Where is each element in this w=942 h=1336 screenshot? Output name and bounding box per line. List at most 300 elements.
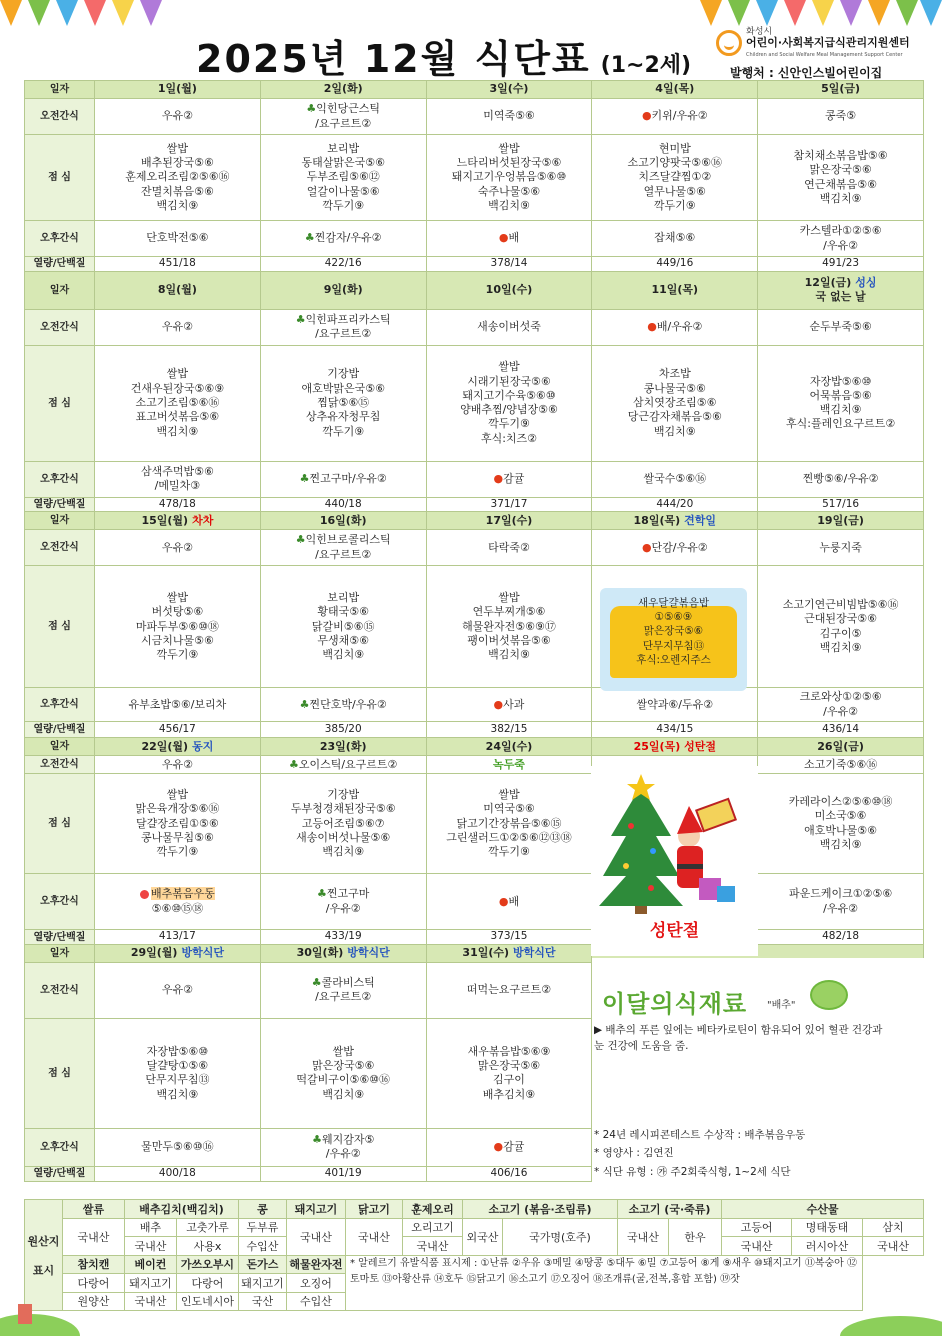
kcal-protein: 456/17 — [95, 722, 261, 738]
lunch-menu — [758, 566, 924, 688]
menu-line: 후식:치즈② — [480, 431, 538, 445]
menu-line: 백김치⑨ — [322, 648, 365, 662]
tree-icon: ♣ — [295, 312, 306, 326]
pm-snack — [95, 688, 261, 722]
origin-cell: 국내산 — [287, 1218, 346, 1255]
pm-snack — [260, 461, 426, 497]
menu-line: 김구이 — [493, 1073, 525, 1087]
origin-cell: 수입산 — [287, 1292, 346, 1311]
pm-snack — [260, 688, 426, 722]
menu-line: 삼치엿장조림⑤⑥ — [633, 395, 717, 409]
menu-line: ⑤⑥⑩⑮⑱ — [151, 901, 204, 915]
row-label: 오후간식 — [25, 688, 95, 722]
lunch-menu — [426, 566, 592, 688]
menu-row-date — [25, 512, 924, 530]
row-label: 열량/단백질 — [25, 722, 95, 738]
bus-lunch-menu — [600, 596, 747, 667]
menu-line: 백김치⑨ — [819, 641, 862, 655]
origin-cell: 사용x — [177, 1237, 239, 1256]
menu-line: 쌀밥 — [166, 141, 189, 155]
day-date: 16일(화) — [319, 513, 367, 527]
kcal-protein: 449/16 — [592, 257, 758, 272]
bunting-flag — [56, 0, 78, 26]
apple-icon: ● — [493, 471, 504, 485]
menu-line: 황태국⑤⑥ — [317, 605, 369, 619]
pm-snack — [758, 461, 924, 497]
day-header — [592, 271, 758, 309]
kcal-protein: 371/17 — [426, 497, 592, 512]
menu-line: /우유② — [823, 901, 858, 915]
menu-line: 기장밥 — [327, 788, 360, 802]
tree-icon: ♣ — [299, 471, 310, 485]
menu-line: 깍두기⑨ — [653, 198, 696, 212]
am-snack — [95, 756, 261, 774]
origin-cell: 삼치 — [863, 1218, 924, 1237]
bunting-flag — [896, 0, 918, 26]
menu-line: 깍두기⑨ — [488, 417, 530, 431]
pm-snack — [260, 221, 426, 257]
row-label: 오전간식 — [25, 309, 95, 345]
menu-line: 미역죽⑤⑥ — [483, 109, 535, 123]
menu-line: /요구르트② — [315, 116, 372, 130]
menu-line: 달걀탕①⑤⑥ — [146, 1059, 209, 1073]
menu-line: 찐고구마/우유② — [309, 471, 387, 485]
center-logo: 화성시 어린이·사회복지급식관리지원센터 Children and Social Welfare Meal Management Support Center — [716, 24, 928, 66]
menu-row-kcal — [25, 257, 924, 272]
am-snack — [260, 530, 426, 566]
menu-line: 우유② — [161, 109, 193, 123]
kcal-protein: 401/19 — [260, 1166, 426, 1181]
am-snack — [592, 530, 758, 566]
menu-line: /메밀차③ — [154, 479, 201, 493]
origin-cell: 수산물 — [722, 1200, 924, 1219]
origin-row — [25, 1255, 924, 1274]
row-label: 점 심 — [25, 1018, 95, 1128]
footer-hills-decoration — [0, 1296, 942, 1336]
menu-line: /우유② — [325, 1147, 361, 1161]
menu-line: 백김치⑨ — [653, 424, 696, 438]
menu-line: 새우볶음밥⑤⑥⑨ — [467, 1044, 551, 1058]
menu-line: 백김치⑨ — [819, 403, 862, 417]
pm-snack — [592, 221, 758, 257]
am-snack — [592, 309, 758, 345]
pm-snack — [260, 874, 426, 930]
lunch-menu — [426, 135, 592, 221]
kcal-protein: 440/18 — [260, 497, 426, 512]
menu-line: 타락죽② — [488, 540, 530, 554]
origin-cell: 두부류 — [239, 1218, 287, 1237]
ingredient-notes — [594, 1126, 920, 1181]
day-header — [95, 81, 261, 99]
day-date: 15일(월) — [141, 513, 189, 527]
origin-cell: 오징어 — [287, 1274, 346, 1293]
menu-line: 콩나물국⑤⑥ — [643, 381, 706, 395]
page-title: 2025년 12월 식단표 (1~2세) — [196, 37, 692, 81]
menu-line: 버섯탕⑤⑥ — [151, 605, 204, 619]
menu-line: 감귤 — [503, 1140, 525, 1154]
menu-line: 쌀밥 — [332, 1044, 354, 1058]
day-header — [95, 271, 261, 309]
lunch-menu — [95, 135, 261, 221]
origin-cell: 국내산 — [722, 1237, 792, 1256]
origin-cell: 베이컨 — [125, 1255, 177, 1274]
origin-cell: 돼지고기 — [125, 1274, 177, 1293]
menu-line: 떡갈비구이⑤⑥⑩⑯ — [296, 1073, 391, 1087]
apple-icon: ● — [498, 894, 509, 908]
menu-line: 얼갈이나물⑤⑥ — [306, 184, 380, 198]
day-note: 견학일 — [684, 513, 717, 527]
pm-snack — [592, 461, 758, 497]
menu-line: 찜닭⑤⑥⑮ — [317, 395, 370, 409]
origin-cell: 국내산 — [125, 1292, 177, 1311]
origin-cell: 인도네시아 — [177, 1292, 239, 1311]
origin-cell: 국산 — [239, 1292, 287, 1311]
lunch-menu — [260, 1018, 426, 1128]
apple-icon: ● — [493, 1140, 504, 1154]
origin-cell: 고등어 — [722, 1218, 792, 1237]
note-line: * 24년 레시피콘테스트 수상작 : 배추볶음우동 — [594, 1129, 806, 1141]
menu-row-kcal — [25, 722, 924, 738]
day-header — [260, 512, 426, 530]
menu-line: 건새우된장국⑤⑥⑨ — [130, 381, 225, 395]
origin-cell: 참치캔 — [63, 1255, 125, 1274]
origin-cell: 한우 — [669, 1218, 722, 1255]
menu-row-pm — [25, 461, 924, 497]
menu-line: 표고버섯볶음⑤⑥ — [135, 410, 220, 424]
am-snack — [95, 309, 261, 345]
menu-line: 고등어조림⑤⑥⑦ — [301, 816, 385, 830]
menu-line: 배추볶음우동 — [151, 887, 215, 901]
day-note: 차차 — [192, 513, 214, 527]
menu-line: 상추유자청무침 — [306, 410, 381, 424]
origin-cell: 훈제오리 — [403, 1200, 463, 1219]
bunting-flag — [784, 0, 806, 26]
field-trip-bus-illustration — [600, 588, 747, 691]
origin-cell: 다랑어 — [63, 1274, 125, 1293]
day-date: 26일(금) — [817, 739, 864, 753]
bunting-flag — [28, 0, 50, 26]
menu-line: 단호박전⑤⑥ — [146, 231, 209, 245]
day-header — [592, 738, 758, 756]
ingredient-description: ▶ 배추의 푸른 잎에는 베타카로틴이 함유되어 있어 혈관 건강과 눈 건강에 도움을 줌. — [594, 1024, 883, 1053]
menu-line: 익힌파프리카스틱 — [305, 312, 391, 326]
ingredient-name: "배추" — [767, 1000, 796, 1011]
bunting-flag — [868, 0, 890, 26]
day-header — [758, 81, 924, 99]
day-date: 30일(화) — [296, 946, 344, 960]
menu-line: ①⑤⑥⑨ — [654, 611, 693, 624]
menu-line: 사과 — [503, 697, 525, 711]
menu-line: 쌀약과⑥/두유② — [636, 697, 714, 711]
menu-line: 쌀밥 — [498, 591, 520, 605]
day-header — [95, 738, 261, 756]
day-note: 방학식단 — [181, 946, 224, 960]
kcal-protein: 422/16 — [260, 257, 426, 272]
kcal-protein: 517/16 — [758, 497, 924, 512]
menu-line: 어묵볶음⑤⑥ — [809, 388, 872, 402]
menu-line: 깍두기⑨ — [322, 198, 365, 212]
menu-line: 맑은육개장⑤⑥⑯ — [135, 802, 220, 816]
menu-line: 소고기죽⑤⑥⑯ — [803, 757, 878, 771]
menu-line: 콩나물무침⑤⑥ — [140, 830, 214, 844]
menu-line: /요구르트② — [315, 327, 372, 341]
lunch-menu — [758, 774, 924, 874]
menu-line: 깍두기⑨ — [156, 845, 199, 859]
menu-row-lunch — [25, 774, 924, 874]
bunting-flag — [812, 0, 834, 26]
pm-snack — [758, 688, 924, 722]
lunch-menu — [260, 774, 426, 874]
menu-line: 소고기조림⑤⑥⑯ — [135, 395, 220, 409]
am-snack — [426, 99, 592, 135]
apple-icon: ● — [641, 540, 652, 554]
pm-snack — [426, 1128, 592, 1166]
am-snack — [758, 756, 924, 774]
bunting-flag — [920, 0, 942, 26]
am-snack — [260, 756, 426, 774]
origin-cell: * 알레르기 유발식품 표시제 : ①난류 ②우유 ③메밀 ④땅콩 ⑤대두 ⑥밀 ⑦고등어 ⑧게 ⑨새우 ⑩돼지고기 ⑪복숭아 ⑫토마토 ⑬아황산류 ⑭호두 ⑮닭고기 ⑯소고기 ⑰오징어 ⑱조개류(굴,전복,홍합 포함) ⑲잣 — [346, 1255, 863, 1311]
menu-line: 맑은장국⑤⑥ — [809, 163, 872, 177]
menu-line: 백김치⑨ — [322, 845, 365, 859]
menu-line: 배추김치⑨ — [482, 1087, 536, 1101]
lunch-menu — [95, 774, 261, 874]
menu-line: 키위/우유② — [651, 109, 708, 123]
row-label: 일자 — [25, 512, 95, 530]
menu-line: 물만두⑤⑥⑩⑯ — [141, 1140, 214, 1154]
menu-line: 차조밥 — [658, 367, 691, 381]
menu-line: 마파두부⑤⑥⑩⑱ — [135, 619, 219, 633]
bunting-flag — [84, 0, 106, 26]
day-header — [758, 512, 924, 530]
pm-snack — [426, 688, 592, 722]
origin-label: 표시 — [32, 1263, 55, 1277]
row-label: 점 심 — [25, 774, 95, 874]
menu-line: 새송이버섯나물⑤⑥ — [296, 830, 391, 844]
menu-line: 돼지고기수육⑤⑥⑩ — [462, 388, 556, 402]
menu-line: 떠먹는요구르트② — [466, 983, 552, 997]
menu-line: 보리밥 — [327, 591, 360, 605]
cabbage-icon — [810, 980, 848, 1010]
menu-line: 쌀국수⑤⑥⑯ — [643, 471, 707, 485]
menu-row-kcal — [25, 930, 924, 945]
tree-icon: ♣ — [317, 887, 327, 901]
day-header — [260, 81, 426, 99]
origin-cell: 소고기 (국·죽류) — [618, 1200, 722, 1219]
pm-snack — [758, 874, 924, 930]
row-label: 점 심 — [25, 135, 95, 221]
menu-line: 소고기양팟국⑤⑥⑯ — [627, 156, 723, 170]
am-snack — [426, 962, 592, 1018]
apple-icon: ● — [493, 697, 504, 711]
bunting-flag — [756, 0, 778, 26]
menu-line: 애호박나물⑤⑥ — [804, 823, 878, 837]
menu-line: 쌀밥 — [498, 788, 520, 802]
origin-cell: 국내산 — [403, 1237, 463, 1256]
kcal-protein: 444/20 — [592, 497, 758, 512]
origin-cell: 러시아산 — [792, 1237, 863, 1256]
origin-cell: 배추김치(백김치) — [125, 1200, 239, 1219]
menu-line: 미역국⑤⑥ — [483, 802, 535, 816]
menu-line: /요구르트② — [315, 547, 372, 561]
origin-cell: 고춧가루 — [177, 1218, 239, 1237]
day-date: 2일(화) — [323, 82, 363, 96]
day-date: 12일(금) — [804, 275, 852, 289]
origin-cell: 배추 — [125, 1218, 177, 1237]
am-snack — [758, 530, 924, 566]
am-snack — [95, 99, 261, 135]
menu-line: 웨지감자⑤ — [321, 1133, 375, 1147]
day-header — [426, 271, 592, 309]
lunch-menu — [426, 774, 592, 874]
menu-line: 삼색주먹밥⑤⑥ — [140, 464, 214, 478]
am-snack — [758, 309, 924, 345]
menu-line: 맑은장국⑤⑥ — [312, 1059, 375, 1073]
day-header — [426, 944, 592, 962]
origin-cell: 원양산 — [63, 1292, 125, 1311]
smile-logo-icon — [716, 30, 742, 56]
origin-cell: 가쓰오부시 — [177, 1255, 239, 1274]
day-header — [426, 81, 592, 99]
menu-line: 단무지무침⑬ — [642, 639, 705, 652]
menu-line: 콩죽⑤ — [825, 109, 857, 123]
lunch-menu — [260, 135, 426, 221]
pm-snack — [426, 461, 592, 497]
day-date: 11일(목) — [651, 282, 699, 296]
menu-line: 콜라비스틱 — [321, 976, 375, 990]
menu-line: 배추된장국⑤⑥ — [140, 156, 214, 170]
menu-line: 배 — [508, 894, 520, 908]
am-snack — [260, 99, 426, 135]
bunting-flag — [728, 0, 750, 26]
menu-line: 훈제오리조림②⑤⑥⑯ — [125, 170, 230, 184]
menu-line: 자장밥⑤⑥⑩ — [146, 1044, 209, 1058]
menu-line: 자장밥⑤⑥⑩ — [809, 374, 872, 388]
menu-line: 맑은장국⑤⑥ — [643, 625, 704, 638]
menu-line: 유부초밥⑤⑥/보리차 — [128, 697, 227, 711]
note-line: * 식단 유형 : ㉮ 주2회죽식형, 1~2세 식단 — [594, 1165, 791, 1178]
menu-line: 단감/우유② — [651, 540, 708, 554]
menu-line: 파운드케이크①②⑤⑥ — [788, 887, 893, 901]
day-date: 9일(화) — [323, 282, 363, 296]
kcal-protein: 382/15 — [426, 722, 592, 738]
day-date: 19일(금) — [817, 513, 864, 527]
day-date: 1일(월) — [157, 82, 197, 96]
bunting-flag — [140, 0, 162, 26]
menu-row-am — [25, 309, 924, 345]
menu-row-lunch — [25, 345, 924, 461]
lunch-menu — [95, 345, 261, 461]
origin-cell: 국내산 — [125, 1237, 177, 1256]
day-date: 4일(목) — [655, 82, 695, 96]
lunch-menu — [95, 1018, 261, 1128]
christmas-tree-icon — [591, 766, 758, 916]
day-note: 방학식단 — [347, 946, 390, 960]
menu-line: 새우달걀볶음밥 — [637, 597, 709, 609]
origin-cell: 소고기 (볶음·조림류) — [463, 1200, 618, 1219]
am-snack — [592, 99, 758, 135]
origin-cell: 콩 — [239, 1200, 287, 1219]
lunch-menu — [426, 345, 592, 461]
origin-row — [25, 1218, 924, 1237]
day-date: 23일(화) — [319, 739, 367, 753]
lunch-menu — [95, 566, 261, 688]
note-line: * 영양사 : 김연진 — [594, 1147, 674, 1160]
kcal-protein: 373/15 — [426, 930, 592, 945]
kcal-protein: 378/14 — [426, 257, 592, 272]
row-label: 일자 — [25, 738, 95, 756]
menu-line: 백김치⑨ — [156, 198, 199, 212]
menu-line: 후식:오렌지주스 — [636, 653, 711, 666]
menu-line: 현미밥 — [658, 141, 691, 155]
menu-row-am — [25, 530, 924, 566]
menu-line: 근대된장국⑤⑥ — [804, 612, 878, 626]
kcal-protein: 400/18 — [95, 1166, 261, 1181]
origin-cell: 외국산 — [463, 1218, 503, 1255]
menu-row-pm — [25, 688, 924, 722]
tree-icon: ♣ — [306, 102, 317, 116]
menu-line: 깍두기⑨ — [488, 845, 530, 859]
menu-line: 시래기된장국⑤⑥ — [467, 374, 551, 388]
day-header — [758, 738, 924, 756]
menu-line: 감귤 — [503, 471, 525, 485]
menu-line: 깍두기⑨ — [156, 648, 199, 662]
pm-snack — [758, 221, 924, 257]
origin-cell: 쌀류 — [63, 1200, 125, 1219]
day-header — [260, 944, 426, 962]
tree-icon: ♣ — [295, 533, 306, 547]
menu-line: 잡채⑤⑥ — [654, 231, 696, 245]
pm-snack — [426, 874, 592, 930]
holiday-date: 25일(목) 성탄절 — [633, 739, 716, 753]
pm-snack — [95, 1128, 261, 1166]
origin-table — [24, 1199, 924, 1311]
origin-cell: 국내산 — [63, 1218, 125, 1255]
menu-line: 백김치⑨ — [819, 838, 862, 852]
origin-cell: 국내산 — [346, 1218, 403, 1255]
origin-cell: 오리고기 — [403, 1218, 463, 1237]
menu-line: 두부조림⑤⑥⑫ — [306, 170, 380, 184]
menu-line: /우유② — [325, 901, 361, 915]
menu-line: 익힌당근스틱 — [316, 102, 381, 116]
menu-line: 쌀밥 — [166, 788, 189, 802]
menu-row-am — [25, 99, 924, 135]
menu-line: 팽이버섯볶음⑤⑥ — [467, 633, 551, 647]
christmas-illustration — [591, 766, 758, 956]
menu-line: 백김치⑨ — [156, 424, 199, 438]
menu-line: 우유② — [161, 757, 193, 771]
day-date: 29일(월) — [130, 946, 178, 960]
origin-cell: 명태동태 — [792, 1218, 863, 1237]
menu-line: 닭갈비⑤⑥⑮ — [311, 619, 375, 633]
row-label: 오후간식 — [25, 1128, 95, 1166]
am-snack — [95, 962, 261, 1018]
day-header — [592, 512, 758, 530]
menu-line: 카레라이스②⑤⑥⑩⑱ — [788, 795, 893, 809]
tree-icon: ♣ — [304, 231, 315, 245]
menu-line: 무생채⑤⑥ — [317, 633, 369, 647]
menu-line: 누룽지죽 — [819, 540, 862, 554]
menu-line: 새송이버섯죽 — [477, 319, 541, 333]
pm-snack — [95, 874, 261, 930]
origin-cell: 닭고기 — [346, 1200, 403, 1219]
lunch-menu — [592, 345, 758, 461]
row-label: 오후간식 — [25, 221, 95, 257]
menu-row-date — [25, 81, 924, 99]
menu-row-lunch — [25, 135, 924, 221]
lunch-menu — [260, 566, 426, 688]
tree-icon: ♣ — [311, 976, 322, 990]
kcal-protein: 478/18 — [95, 497, 261, 512]
